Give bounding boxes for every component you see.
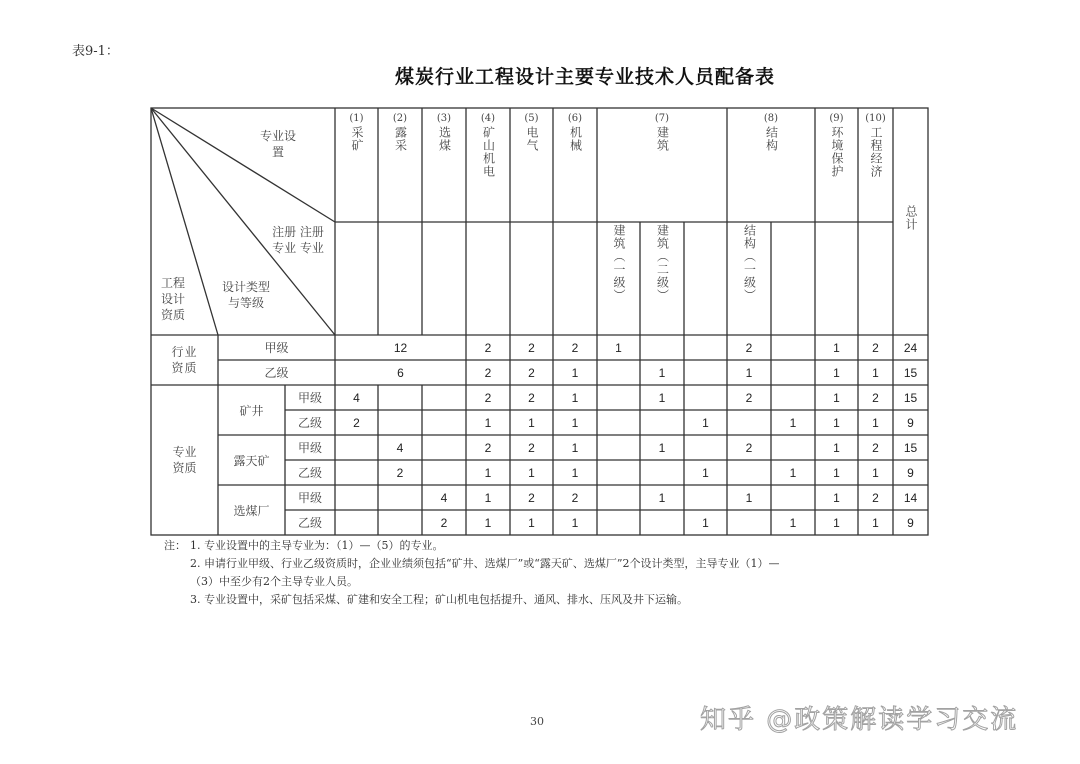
table-cell-c3 [422,410,466,435]
table-cell-c9: 1 [833,365,840,380]
table-cell-c7b: 1 [658,365,666,380]
table-cell-c6: 1 [571,365,579,380]
row-grade: 甲级 [297,441,322,455]
table-cell-merged-1-3: 6 [397,365,404,380]
table-cell-c1 [335,510,378,535]
col-header-7: (7) 建筑 [654,113,670,152]
col-header-1: (1) 采矿 [349,113,364,152]
table-cell-c7a [597,410,640,435]
table-cell-c5: 1 [528,515,535,530]
col-header-9: (9) 环境保护 [829,113,844,178]
table-cell-c5: 2 [528,365,535,380]
table-cell-c8b [771,385,815,410]
table-cell-total: 15 [903,390,918,405]
table-cell-c1 [335,485,378,510]
table-cell-c3 [422,435,466,460]
table-cell-c9: 1 [833,515,840,530]
table-cell-c6: 1 [571,440,579,455]
table-cell-c8b: 1 [789,415,797,430]
col-header-3: (3) 选煤 [436,113,452,152]
row-grade: 乙级 [297,416,322,430]
note-2: 2. 申请行业甲级、行业乙级资质时，企业业绩须包括“矿井、选煤厂”或“露天矿、选煤厂”2个设计类型，主导专业（1）— [190,557,780,570]
table-cell-c6: 1 [571,390,579,405]
col-header-6: (6) 机械 [567,113,583,152]
table-cell-c8a [727,410,771,435]
table-cell-c7b [640,460,684,485]
table-cell-c3 [422,385,466,410]
table-cell-c8a: 1 [745,490,753,505]
note-1: 1. 专业设置中的主导专业为：（1）—（5）的专业。 [190,539,444,552]
table-cell-c8b: 1 [789,465,797,480]
table-cell-c8b [771,360,815,385]
subcol-arch-grade2: 建筑（二级） [655,224,670,302]
table-cell-total: 9 [907,465,914,480]
col-header-2: (2) 露采 [392,113,408,152]
table-cell-c4: 1 [484,515,492,530]
table-cell-c10: 1 [872,415,879,430]
table-cell-c5: 1 [528,465,535,480]
table-cell-c7b: 1 [658,490,666,505]
row-grade: 甲级 [297,491,322,505]
table-cell-c7b: 1 [658,440,666,455]
table-cell-c7a: 1 [615,340,622,355]
table-cell-c7b [640,510,684,535]
table-cell-c10: 2 [872,440,879,455]
row-grade: 乙级 [297,466,322,480]
table-cell-c8b: 1 [789,515,797,530]
table-cell-c2 [378,510,422,535]
table-cell-c5: 2 [528,340,535,355]
table-cell-c8a: 1 [745,365,753,380]
col-header-10: (10) 工程经济 [865,113,886,178]
table-cell-c4: 1 [484,415,492,430]
table-cell-c7b: 1 [658,390,666,405]
row-type-open-pit: 露天矿 [233,453,270,468]
table-cell-c9: 1 [833,340,840,355]
table-cell-c10: 1 [872,515,879,530]
table-cell-c7a [597,510,640,535]
page-title: 煤炭行业工程设计主要专业技术人员配备表 [394,66,775,88]
col-header-4: (4) 矿山机电 [480,113,496,178]
table-cell-c9: 1 [833,465,840,480]
table-cell-c9: 1 [833,440,840,455]
table-cell-c7c [684,335,727,360]
table-number-label: 表9-1： [72,44,119,59]
table-cell-c7a [597,460,640,485]
table-cell-c4: 1 [484,490,492,505]
table-cell-c7a [597,385,640,410]
page-number: 30 [530,715,544,728]
table-cell-c8a [727,460,771,485]
table-cell-c5: 1 [528,415,535,430]
table-cell-c8b [771,335,815,360]
row-grade: 甲级 [297,391,322,405]
subcol-arch-grade1: 建筑（一级） [612,224,626,302]
table-cell-c9: 1 [833,390,840,405]
table-cell-c7b [640,335,684,360]
table-cell-c10: 2 [872,490,879,505]
corner-design-type: 设计类型与等级 [222,280,271,310]
table-cell-c8b [771,485,815,510]
table-cell-c8a: 2 [745,390,753,405]
table-cell-c7c [684,360,727,385]
table-cell-c7a [597,435,640,460]
table-cell-c6: 1 [571,415,579,430]
table-cell-c2 [378,410,422,435]
row-group-specialty: 专业资质 [172,445,197,475]
table-cell-c1: 4 [353,390,360,405]
table-cell-c6: 1 [571,465,579,480]
table-cell-total: 15 [903,440,918,455]
table-cell-c8a [727,510,771,535]
table-cell-c4: 2 [484,390,492,405]
table-cell-c9: 1 [833,415,840,430]
table-cell-c5: 2 [528,440,535,455]
table-cell-c7c [684,435,727,460]
watermark: 知乎 @政策解读学习交流 [700,705,1019,735]
row-group-industry: 行业资质 [171,345,198,375]
table-cell-c2: 2 [396,465,404,480]
table-cell-merged-1-3: 12 [393,340,408,355]
table-cell-c7c: 1 [702,515,709,530]
table-cell-c10: 2 [872,340,879,355]
col-header-total: 总计 [904,205,918,231]
table-cell-c7c: 1 [702,465,709,480]
table-cell-c3: 4 [440,490,448,505]
table-cell-total: 9 [907,515,914,530]
table-cell-c7c: 1 [702,415,709,430]
subcol-struct-grade1: 结构（一级） [742,224,757,302]
table-cell-c10: 1 [872,365,879,380]
table-cell-c9: 1 [833,490,840,505]
table-cell-c3 [422,460,466,485]
table-cell-c2 [378,485,422,510]
table-cell-c7a [597,360,640,385]
table-cell-c2 [378,385,422,410]
table-cell-c1 [335,435,378,460]
col-header-5: (5) 电气 [524,113,539,152]
note-3: 3. 专业设置中，采矿包括采煤、矿建和安全工程；矿山机电包括提升、通风、排水、压风及井下运输。 [190,593,688,606]
table-cell-c6: 1 [571,515,579,530]
note-2-cont: （3）中至少有2个主导专业人员。 [190,575,358,588]
table-cell-total: 14 [903,490,918,505]
table-cell-c4: 2 [484,365,492,380]
row-label-industry-a: 甲级 [264,341,289,355]
row-label-industry-b: 乙级 [264,366,289,380]
row-grade: 乙级 [297,516,322,530]
table-cell-c8b [771,435,815,460]
corner-specialty-setting: 专业设置 [259,129,296,159]
table-cell-c5: 2 [528,390,535,405]
table-cell-c6: 2 [571,340,579,355]
table-cell-c8a: 2 [745,340,753,355]
corner-registered-specialty: 注册 注册 专业 专业 [272,225,324,255]
table-cell-c7c [684,385,727,410]
table-cell-c4: 2 [484,340,492,355]
table-cell-c7a [597,485,640,510]
table-cell-c4: 2 [484,440,492,455]
col-header-8: (8) 结构 [763,113,779,152]
table-cell-c5: 2 [528,490,535,505]
table-cell-c10: 1 [872,465,879,480]
row-type-coal-prep: 选煤厂 [233,503,270,518]
table-cell-c1 [335,460,378,485]
row-type-mine: 矿井 [239,403,264,418]
table-cell-c6: 2 [571,490,579,505]
notes-prefix: 注： [164,539,186,552]
table-cell-c4: 1 [484,465,492,480]
table-cell-total: 15 [903,365,918,380]
corner-qualification: 工程设计资质 [160,276,185,322]
table-cell-c7c [684,485,727,510]
table-cell-total: 9 [907,415,914,430]
table-cell-c3: 2 [440,515,448,530]
table-cell-c1: 2 [353,415,360,430]
table-cell-c8a: 2 [745,440,753,455]
table-cell-c10: 2 [872,390,879,405]
table-cell-c2: 4 [396,440,404,455]
table-cell-total: 24 [903,340,918,355]
table-cell-c7b [640,410,684,435]
